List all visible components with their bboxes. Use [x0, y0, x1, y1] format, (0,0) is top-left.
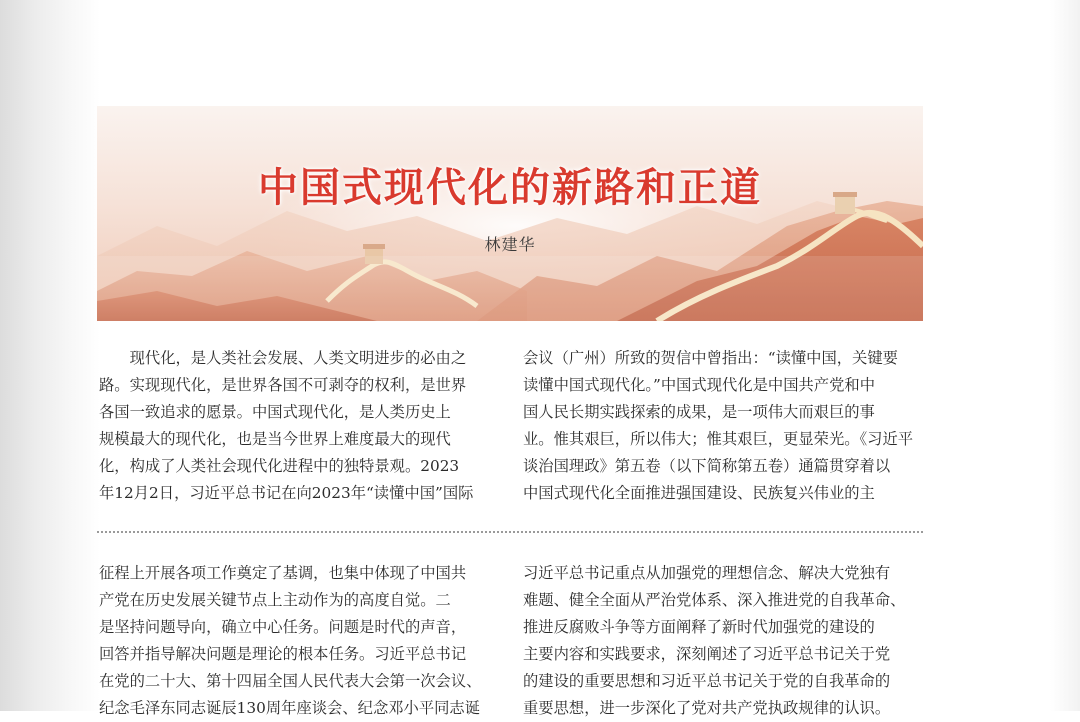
great-wall-landscape-illustration [97, 106, 923, 321]
text-line: 难题、健全全面从严治党体系、深入推进党的自我革命、 [523, 591, 906, 609]
text-line: 规模最大的现代化，也是当今世界上难度最大的现代 [99, 430, 451, 448]
text-line: 在党的二十大、第十四届全国人民代表大会第一次会议、 [99, 672, 482, 690]
text-line: 习近平总书记重点从加强党的理想信念、解决大党独有 [523, 564, 891, 582]
text-line: 读懂中国式现代化。”中国式现代化是中国共产党和中 [523, 376, 875, 394]
text-line: 是坚持问题导向，确立中心任务。问题是时代的声音， [99, 618, 467, 636]
text-line: 业。惟其艰巨，所以伟大；惟其艰巨，更显荣光。《习近平 [523, 430, 914, 448]
article-banner [97, 106, 923, 321]
column-top-left [99, 345, 497, 507]
text-line: 各国一致追求的愿景。中国式现代化，是人类历史上 [99, 403, 451, 421]
text-line: 主要内容和实践要求，深刻阐述了习近平总书记关于党 [523, 645, 891, 663]
text-line: 现代化，是人类社会发展、人类文明进步的必由之 [99, 349, 467, 367]
text-line: 回答并指导解决问题是理论的根本任务。习近平总书记 [99, 645, 467, 663]
text-line: 重要思想，进一步深化了党对共产党执政规律的认识。 [523, 699, 891, 717]
column-bottom-left [99, 560, 497, 722]
dotted-divider [97, 531, 923, 533]
column-bottom-right [523, 560, 923, 722]
text-line: 推进反腐败斗争等方面阐释了新时代加强党的建设的 [523, 618, 875, 636]
text-line: 路。实现现代化，是世界各国不可剥夺的权利，是世界 [99, 376, 467, 394]
text-line: 的建设的重要思想和习近平总书记关于党的自我革命的 [523, 672, 891, 690]
text-line: 征程上开展各项工作奠定了基调，也集中体现了中国共 [99, 564, 467, 582]
column-top-right [523, 345, 923, 507]
text-line: 年12月2日，习近平总书记在向2023年“读懂中国”国际 [99, 484, 474, 502]
text-line: 会议（广州）所致的贺信中曾指出：“读懂中国，关键要 [523, 349, 898, 367]
article-title: 中国式现代化的新路和正道 [258, 165, 762, 211]
text-line: 纪念毛泽东同志诞辰130周年座谈会、纪念邓小平同志诞 [99, 699, 481, 717]
text-line: 化，构成了人类社会现代化进程中的独特景观。2023 [99, 457, 460, 475]
text-line: 中国式现代化全面推进强国建设、民族复兴伟业的主 [523, 484, 875, 502]
book-spine-shadow [0, 0, 100, 711]
text-line: 谈治国理政》第五卷（以下简称第五卷）通篇贯穿着以 [523, 457, 891, 475]
page-edge [1050, 0, 1080, 711]
article-author: 林建华 [484, 235, 536, 254]
text-line: 产党在历史发展关键节点上主动作为的高度自觉。二 [99, 591, 451, 609]
text-line: 国人民长期实践探索的成果，是一项伟大而艰巨的事 [523, 403, 875, 421]
